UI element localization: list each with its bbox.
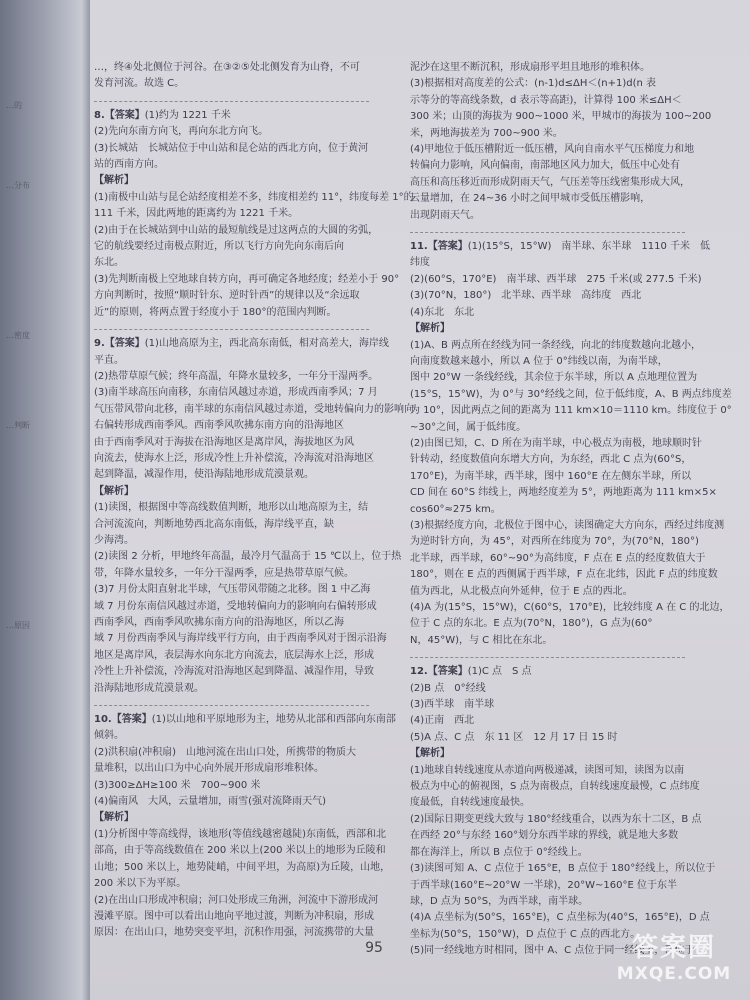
watermark-logo (604, 932, 744, 992)
analysis-line: 少海湾。 (94, 534, 134, 546)
right-column (410, 60, 732, 968)
analysis-line: 170°E)，为南半球，西半球，图中 160°E 在左侧东半球，所以 (410, 470, 692, 482)
analysis-line: 带，年降水量较多，一年分干湿两季，应是热带草原气候。 (94, 567, 354, 579)
divider (410, 657, 685, 658)
answer-line: 气压带风带向北移，南半球的东南信风越过赤道，受地转偏向力的影响向 (94, 403, 414, 415)
analysis-line: 域 7 月份东南信风越过赤道，受地转偏向力的影响向右偏转形成 (94, 600, 377, 612)
answer-line: (3)(70°N，180°) 北半球、西半球 高纬度 西北 (410, 290, 642, 302)
analysis-label: 【解析】 (94, 485, 134, 497)
answer-line: (4)正南 西北 (410, 715, 475, 727)
analysis-line: 西南季风，西南季风吹拂东南方向的沿海地区，所以乙海 (94, 617, 344, 628)
question-number: 11. (410, 241, 428, 253)
answer-line: (1)约为 1221 千米 (144, 109, 231, 121)
analysis-line: 东北。 (94, 257, 124, 269)
answer-line: 站的西南方向。 (94, 159, 164, 171)
analysis-line: 泥沙在这里不断沉积，形成扇形平坦且地形的堆积体。 (410, 62, 650, 73)
analysis-line: (4)A 点坐标为(50°S，165°E)，C 点坐标为(40°S，165°E)，D 点 (410, 912, 710, 924)
answer-line: 起到降温，减湿作用，使沿海陆地形成荒漠景观。 (94, 469, 314, 481)
answer-line: 倾斜。 (94, 730, 124, 742)
analysis-line: 山地；500 米以上，地势陡峭，中间平坦，为高原)为丘陵，山地， (94, 861, 391, 873)
facing-page (0, 0, 82, 1000)
answer-line: (2)B 点 0°经线 (410, 682, 486, 694)
answer-line: (1)以山地和平原地形为主，地势从北部和西部向东南部 (151, 714, 396, 726)
answer-line: (2)(60°S，170°E) 南半球、西半球 275 千米(或 277.5 千米) (410, 273, 702, 285)
analysis-line: 近”的原则，将两点置于经度小于 180°的范围内判断。 (94, 306, 337, 318)
analysis-line: 地区是离岸风，表层海水向东北方向流去，底层海水上泛，形成 (94, 649, 374, 661)
analysis-line: (4)A 为(15°S，15°W)，C(60°S，170°E)，比较纬度 A 在 C 的北边， (410, 602, 730, 613)
question-10-continued (410, 60, 712, 224)
analysis-line: 沿海陆地形成荒漠景观。 (94, 682, 204, 694)
divider (410, 232, 685, 233)
analysis-line: (3)根据经度方向，北极位于图中心，读图确定大方向东，西经过纬度测 (410, 519, 725, 531)
answer-label: 【答案】 (104, 338, 145, 350)
analysis-line: (3)读图可知 A、C 点位于 165°E，B 点位于 180°经线上，所以位于 (410, 863, 716, 875)
answer-line: 纬度 (410, 257, 430, 269)
analysis-line: N，45°W)，与 C 相比在东北。 (410, 634, 553, 646)
answer-line: (2)洪积扇(冲积扇) 山地河流在出山口处，所携带的物质大 (94, 746, 356, 758)
answer-line: (3)西半球 南半球 (410, 699, 495, 711)
analysis-line: 极点为中心的俯视图，S 点为南极点，自转线速度最慢，C 点纬度 (410, 781, 700, 793)
analysis-line: cos60°≈275 km。 (410, 503, 501, 515)
text-line: 发育河流。故选 C。 (94, 78, 185, 90)
question-number: 10. (94, 714, 112, 726)
analysis-line: 位于 C 点的东北。E 点为(70°N，180°)，G 点为(60° (410, 618, 653, 630)
facing-page-text: …密度 (6, 331, 30, 340)
analysis-line: 米，两地海拔差为 700~900 米。 (410, 127, 563, 139)
answer-line: (1)C 点 S 点 (467, 666, 532, 678)
analysis-line: 于西半球(160°E~20°W 一半球)，20°W~160°E 位于东半 (410, 879, 677, 891)
analysis-line: 云量增加，在 24~36 小时之间甲城市受低压槽影响， (410, 193, 651, 205)
analysis-line: 转偏向力影响，风向偏南，南部地区风力加大，低压中心处有 (410, 160, 680, 172)
analysis-line: 球，D 点为 50°S，为西半球，南半球。 (410, 895, 589, 907)
text-line: …，终④处北侧位于河谷。在③②⑤处北侧发育为山脊，不可 (94, 62, 360, 73)
answer-line: (3)300≥ΔH≥100 米 700~900 米 (94, 779, 261, 791)
question-number: 12. (410, 666, 428, 678)
analysis-line: (1)南极中山站与昆仑站经度相差不多，纬度相差约 11°，纬度每差 1°的 (94, 191, 414, 203)
analysis-line: (1)读图，根据图中等高线数值判断，地形以山地高原为主，结 (94, 502, 369, 514)
answer-page (90, 0, 750, 1000)
analysis-line: 向南度数越来越小，所以 A 位于 0°纬线以南，为南半球， (410, 355, 668, 367)
question-number: 9. (94, 338, 105, 350)
analysis-line: (1)分析图中等高线得，该地形(等值线越密越陡)东南低，西部和北 (94, 828, 386, 840)
answer-line: 平直。 (94, 354, 124, 366)
facing-page-text: …原因 (6, 621, 30, 630)
answer-label: 【答案】 (427, 666, 468, 678)
facing-page-text: …的 (6, 101, 22, 110)
answer-line: (5)A 点、C 点 东 11 区 12 月 17 日 15 时 (410, 731, 618, 743)
answer-line: (3)长城站 长城站位于中山站和昆仑站的西北方向，位于黄河 (94, 142, 369, 154)
question-9 (94, 336, 414, 697)
analysis-line: 度最低，自转线速度最快。 (410, 797, 530, 809)
watermark-domain: MXQE.COM (616, 964, 732, 984)
divider (94, 705, 369, 706)
answer-line: (2)先向东南方向飞，再向东北方向飞。 (94, 126, 269, 138)
analysis-line: 它的航线要经过南极点附近，所以飞行方向先向东南后向 (94, 241, 344, 253)
facing-page-text: …分布 (6, 181, 30, 190)
analysis-line: 部高，由于等高线数值在 200 米以上(200 米以上的地形为丘陵和 (94, 845, 386, 857)
analysis-line: 图中 20°W 一条线经线，其余位于东半球，所以 A 点地理位置为 (410, 372, 698, 384)
analysis-line: (3)7 月份太阳直射北半球，气压带风带随之北移。图 1 中乙海 (94, 584, 371, 596)
analysis-line: 域 7 月份西南季风与海岸线平行方向，由于西南季风对于图示沿海 (94, 633, 387, 645)
page-number: 95 (365, 940, 383, 956)
answer-line: 由于西南季风对于海拔在沿海地区是离岸风，海拔地区为风 (94, 436, 354, 448)
answer-line: 右偏转形成西南季风。西南季风吹拂东南方向的沿海地区 (94, 420, 344, 432)
answer-line: (1)山地高原为主，西北高东南低，相对高差大，海岸线 (144, 338, 389, 350)
analysis-line: (2)由图已知，C、D 所在为南半球，中心极点为南极，地球顺时针 (410, 437, 703, 449)
analysis-line: 在西经 20°与东经 160°划分东西半球的界线，就是地大多数 (410, 830, 679, 842)
analysis-line: (3)先判断南极上空地球自转方向，再可确定各地经度；经差小于 90° (94, 273, 400, 285)
analysis-line: 原因：在出山口，地势突变平坦，沉积作用强，河流携带的大量 (94, 927, 374, 939)
divider (94, 101, 369, 102)
analysis-line: 值为西北，从北极点向外延伸，位于 E 点的西北。 (410, 585, 633, 597)
analysis-line: 300 米；山顶的海拔为 900~1000 米，甲城市的海拔为 100~200 (410, 111, 712, 123)
analysis-line: 示等分的等高线条数，d 表示等高距)，计算得 100 米≤ΔH＜ (410, 94, 682, 106)
analysis-line: 111 千米，因此两地的距离约为 1221 千米。 (94, 208, 299, 220)
analysis-line: 高压和高压移近而形成阴雨天气，气压差等压线密集形成大风， (410, 176, 690, 188)
analysis-line: 180°，则在 E 点的西侧属于西半球，F 点在北纬，因此 F 点的纬度数 (410, 569, 718, 581)
answer-line: (1)(15°S，15°W) 南半球、东半球 1110 千米 低 (467, 241, 710, 253)
analysis-label: 【解析】 (94, 812, 134, 824)
analysis-line: 为 10°，因此两点之间的距离为 111 km×10＝1110 km。纬度位于 0° (410, 405, 732, 417)
answer-label: 【答案】 (111, 714, 152, 726)
analysis-line: (2)在出山口形成冲积扇；河口处形成三角洲，河流中下游形成河 (94, 894, 379, 906)
watermark-title: 答案圈 (631, 933, 716, 963)
analysis-line: (2)由于在长城站到中山站的最短航线是过这两点的大圆的劣弧， (94, 224, 379, 236)
intro-text (94, 60, 369, 93)
analysis-label: 【解析】 (410, 323, 450, 335)
analysis-line: (1)A、B 两点所在经线为同一条经线，向北的纬度数越向北越小， (410, 339, 702, 351)
analysis-line: (3)根据相对高度差的公式：(n-1)d≤ΔH＜(n+1)d(n 表 (410, 78, 657, 90)
analysis-line: 合河流流向，判断地势西北高东南低，海岸线平直，缺 (94, 518, 334, 530)
answer-line: (2)热带草原气候；终年高温，年降水量较多，一年分干湿两季。 (94, 370, 379, 382)
analysis-line: 出现阴雨天气。 (410, 209, 480, 221)
question-12 (410, 664, 716, 959)
answer-line: 向流去，使海水上泛，形成冷性上升补偿流，冷海流对沿海地区 (94, 452, 374, 464)
question-11 (410, 239, 732, 649)
analysis-line: 冷性上升补偿流，冷海流对沿海地区起到降温、减湿作用，导致 (94, 666, 374, 678)
analysis-line: (4)甲地位于低压槽附近一低压槽，风向自南水平气压梯度力和地 (410, 144, 695, 156)
analysis-line: 为逆时针方向，为 45°，对西所在纬度为 70°，为(70°N，180°) (410, 536, 699, 548)
analysis-line: 坐标为(50°S，150°W)，D 点位于 C 点的西北方。 (410, 928, 641, 940)
analysis-line: 200 米以下为平原。 (94, 878, 187, 890)
analysis-line: (2)读图 2 分析，甲地终年高温，最冷月气温高于 15 ℃以上，位于热 (94, 551, 402, 563)
analysis-line: 针转动，经度数值向东增大方向，为东经，西北 C 点为(60°S， (410, 454, 692, 466)
answer-label: 【答案】 (104, 109, 145, 121)
answer-line: (4)偏南风 大风，云量增加，雨雪(强对流降雨天气) (94, 796, 326, 808)
analysis-line: 北半球，西半球，60°~90°为高纬度，F 点在 E 点的经度数值大于 (410, 552, 706, 564)
analysis-line: ~30°之间，属于低纬度。 (410, 421, 527, 433)
analysis-line: (2)国际日期变更线大致与 180°经线重合，以西为东十二区，B 点 (410, 813, 702, 825)
answer-line: 量堆积，以出山口为中心向外展开形成扇形堆积体。 (94, 763, 324, 775)
analysis-line: CD 间在 60°S 纬线上，两地经度差为 5°，两地距离为 111 km×5× (410, 487, 717, 499)
answer-label: 【答案】 (427, 241, 468, 253)
analysis-line: (15°S，15°W)，为 0°与 30°经线之间，位于低纬度，A、B 两点纬度差 (410, 388, 732, 400)
facing-page-text: …判断 (6, 421, 30, 430)
question-10 (94, 712, 396, 942)
analysis-line: 方向判断时，按照“顺时针东、逆时针西”的规律以及“余远取 (94, 290, 360, 302)
analysis-line: 漫滩平原。图中可以看出山地向平地过渡，判断为冲积扇，形成 (94, 910, 374, 922)
analysis-line: (5)同一经线地方时相同，图中 A、C 点位于同一经线上，都位于 (410, 945, 695, 957)
analysis-label: 【解析】 (94, 175, 134, 187)
question-number: 8. (94, 109, 105, 121)
answer-line: (4)东北 东北 (410, 306, 475, 318)
analysis-line: 都在海洋上，所以 B 点位于 0°经线上。 (410, 846, 588, 858)
question-8 (94, 108, 414, 321)
divider (94, 329, 369, 330)
answer-line: (3)南半球高压向南移，东南信风越过赤道，形成西南季风；7 月 (94, 387, 378, 399)
analysis-label: 【解析】 (410, 748, 450, 760)
analysis-line: (1)地球自转线速度从赤道向两极递减，读图可知，读图为以南 (410, 764, 685, 776)
